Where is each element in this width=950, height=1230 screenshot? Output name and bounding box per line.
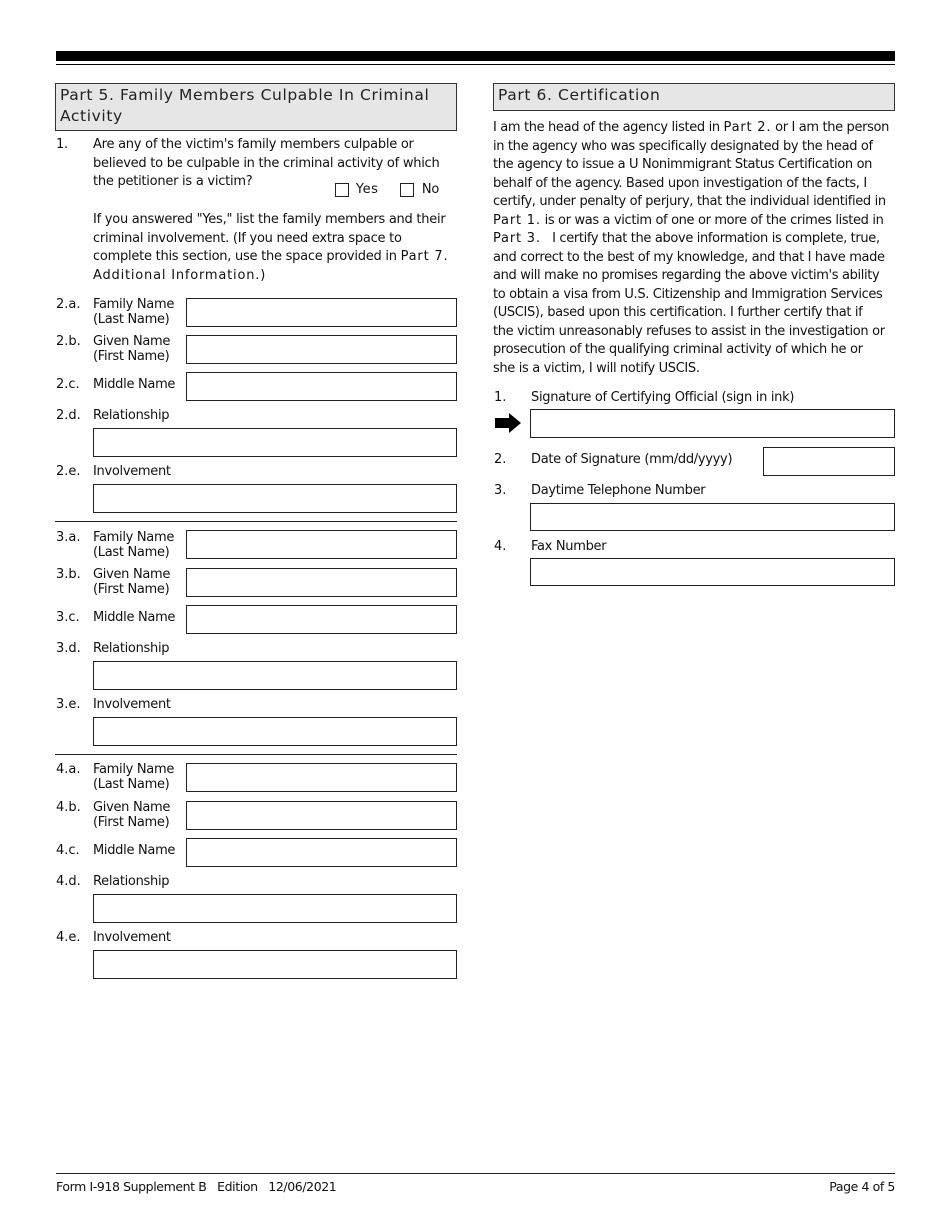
signature-number: 1. [494,390,507,405]
q1-number: 1. [56,137,68,152]
member-divider [55,521,457,522]
given-name-label [93,800,170,830]
family-name-number: 3.a. [56,530,81,545]
given-name-label-line1: Given Name [93,567,171,582]
given-name-number: 3.b. [56,567,81,582]
given-name-label-line1: Given Name [93,334,171,349]
para-line: the victim unreasonably refuses to assist in the investigation or [493,323,885,339]
involvement-label: Involvement [93,697,171,712]
date-label: Date of Signature (mm/dd/yyyy) [531,452,733,467]
q1-yes-option[interactable] [335,181,378,200]
q1-line1: Are any of the victim's family members culpable or [93,137,414,152]
family-name-label [93,297,174,327]
q1-no-option[interactable] [400,181,439,200]
middle-name-label: Middle Name [93,377,176,392]
family-member-block-4 [55,762,458,982]
family-name-label-line1: Family Name [93,762,175,777]
family-name-label [93,530,174,560]
involvement-number: 4.e. [56,930,81,945]
family-name-input[interactable] [186,298,457,327]
para-text: I certify that the above information is complete, true, [540,231,880,246]
para-line [493,230,898,249]
instr-line4 [93,267,463,286]
given-name-input[interactable] [186,568,457,597]
middle-name-input[interactable] [186,372,457,401]
para-line: and correct to the best of my knowledge, and that I have made [493,249,885,265]
involvement-label: Involvement [93,464,171,479]
para-line [493,119,898,138]
middle-name-label: Middle Name [93,610,176,625]
family-name-label [93,762,174,792]
para-line: the agency to issue a U Nonimmigrant Status Certification on [493,157,873,172]
arrow-right-icon [495,413,523,433]
fax-number: 4. [494,539,507,554]
additional-info-ref: Additional Information. [93,267,261,283]
involvement-label: Involvement [93,930,171,945]
member-divider [55,754,457,755]
middle-name-label: Middle Name [93,843,176,858]
given-name-label [93,567,170,597]
middle-name-input[interactable] [186,838,457,867]
family-name-input[interactable] [186,763,457,792]
given-name-label-line2: (First Name) [93,582,170,597]
part2-ref: Part 2. [723,120,772,135]
family-name-label-line2: (Last Name) [93,777,170,792]
middle-name-number: 2.c. [56,377,80,392]
footer-rule [56,1173,895,1174]
q1-line2: believed to be culpable in the criminal activity of which [93,155,440,171]
date-number: 2. [494,452,507,467]
given-name-label-line1: Given Name [93,800,171,815]
family-name-input[interactable] [186,530,457,559]
given-name-number: 2.b. [56,334,81,349]
given-name-label-line2: (First Name) [93,815,170,830]
instr-line1: If you answered "Yes," list the family members and their [93,212,446,227]
given-name-input[interactable] [186,801,457,830]
para-line: to obtain a visa from U.S. Citizenship and Immigration Services [493,286,883,302]
family-name-label-line1: Family Name [93,530,175,545]
relationship-label: Relationship [93,641,170,656]
relationship-input[interactable] [93,661,457,690]
part5-header-line2: Activity [60,107,123,125]
para-line: certify, under penalty of perjury, that the individual identified in [493,194,886,209]
relationship-number: 4.d. [56,874,81,889]
q1-yes-checkbox[interactable] [335,183,349,197]
q1-instructions [93,211,463,285]
header-thick-rule [56,51,895,61]
para-line [493,212,898,231]
phone-label: Daytime Telephone Number [531,483,706,498]
part7-ref: Part 7. [400,249,449,264]
given-name-input[interactable] [186,335,457,364]
middle-name-input[interactable] [186,605,457,634]
part5-header-line1: Part 5. Family Members Culpable In Criminal [60,86,430,104]
header-thin-rule [56,64,895,65]
family-name-number: 2.a. [56,297,81,312]
involvement-input[interactable] [93,950,457,979]
q1-yes-label: Yes [355,182,379,197]
involvement-number: 2.e. [56,464,81,479]
para-line: she is a victim, I will notify USCIS. [493,360,700,376]
para-line: prosecution of the qualifying criminal activity of which he or [493,342,863,357]
relationship-number: 2.d. [56,408,81,423]
para-line: (USCIS), based upon this certification. I further certify that if [493,305,863,320]
signature-label: Signature of Certifying Official (sign in ink) [531,390,795,405]
form-edition: Form I-918 Supplement B Edition 12/06/2021 [56,1179,337,1194]
relationship-label: Relationship [93,408,170,423]
family-member-block-3 [55,530,458,750]
instr-close-paren: ) [260,267,266,283]
family-name-label-line2: (Last Name) [93,545,170,560]
part3-ref: Part 3. [493,231,541,246]
phone-number: 3. [494,483,507,498]
fax-label: Fax Number [531,539,607,554]
family-name-number: 4.a. [56,762,81,777]
phone-input[interactable] [530,503,895,531]
para-line: behalf of the agency. Based upon investigation of the facts, I [493,175,867,191]
middle-name-number: 4.c. [56,843,80,858]
relationship-label: Relationship [93,874,170,889]
part6-header: Part 6. Certification [493,83,895,111]
instr-line3 [93,248,463,267]
given-name-number: 4.b. [56,800,81,815]
involvement-number: 3.e. [56,697,81,712]
date-input[interactable] [763,447,895,476]
given-name-label [93,334,170,364]
relationship-input[interactable] [93,894,457,923]
para-line: in the agency who was specifically designated by the head of [493,138,873,154]
para-line: and will make no promises regarding the above victim's ability [493,268,880,283]
family-name-label-line2: (Last Name) [93,312,170,327]
instr-line2: criminal involvement. (If you need extra space to [93,230,402,246]
page-number: Page 4 of 5 [829,1179,895,1194]
signature-input[interactable] [530,409,895,438]
para-text: is or was a victim of one or more of the crimes listed in [540,212,884,228]
relationship-input[interactable] [93,428,457,457]
family-member-block-2 [55,297,458,517]
given-name-label-line2: (First Name) [93,349,170,364]
part5-header [55,83,457,131]
para-text: I am the head of the agency listed in [493,120,724,135]
certification-paragraph [493,119,898,378]
fax-input[interactable] [530,558,895,586]
q1-no-checkbox[interactable] [400,183,414,197]
instr-line3-text: complete this section, use the space provided in [93,249,401,264]
relationship-number: 3.d. [56,641,81,656]
involvement-input[interactable] [93,717,457,746]
para-text: or I am the person [771,120,889,135]
q1-line3: the petitioner is a victim? [93,174,253,189]
family-name-label-line1: Family Name [93,297,175,312]
involvement-input[interactable] [93,484,457,513]
q1-no-label: No [421,182,440,197]
middle-name-number: 3.c. [56,610,80,625]
part1-ref: Part 1. [493,212,541,228]
